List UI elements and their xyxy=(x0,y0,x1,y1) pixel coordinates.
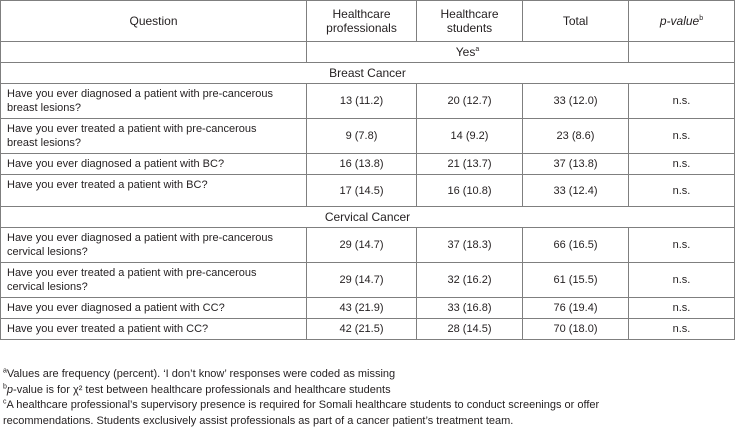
question-cell: Have you ever treated a patient with pre-cancerous breast lesions? xyxy=(1,119,307,154)
students-cell: 33 (16.8) xyxy=(417,298,523,319)
pvalue-cell: n.s. xyxy=(629,84,735,119)
students-cell: 14 (9.2) xyxy=(417,119,523,154)
footnote-a: $^a$Values are frequency (percent). ‘I don’t know’ responses were coded as missing xyxy=(3,367,396,380)
total-cell: 23 (8.6) xyxy=(523,119,629,154)
table-row xyxy=(1,319,735,340)
footnote-c-continued: recommendations. Students exclusively assist professionals as part of a cancer patient’s treatment team. xyxy=(3,414,514,427)
table-row xyxy=(1,298,735,319)
section-header-row xyxy=(1,207,735,228)
header-students: Healthcare students xyxy=(417,1,523,42)
professionals-cell: 16 (13.8) xyxy=(307,154,417,175)
professionals-cell: 43 (21.9) xyxy=(307,298,417,319)
pvalue-cell: n.s. xyxy=(629,119,735,154)
table-row xyxy=(1,119,735,154)
total-cell: 61 (15.5) xyxy=(523,263,629,298)
pvalue-cell: n.s. xyxy=(629,263,735,298)
pvalue-cell: n.s. xyxy=(629,228,735,263)
total-cell: 33 (12.0) xyxy=(523,84,629,119)
professionals-cell: 9 (7.8) xyxy=(307,119,417,154)
students-cell: 16 (10.8) xyxy=(417,175,523,207)
professionals-cell: 17 (14.5) xyxy=(307,175,417,207)
pvalue-cell: n.s. xyxy=(629,154,735,175)
header-row xyxy=(1,1,735,42)
table-row xyxy=(1,228,735,263)
professionals-cell: 42 (21.5) xyxy=(307,319,417,340)
question-cell: Have you ever diagnosed a patient with pre-cancerous cervical lesions? xyxy=(1,228,307,263)
total-cell: 66 (16.5) xyxy=(523,228,629,263)
table-row xyxy=(1,263,735,298)
table-row xyxy=(1,84,735,119)
footnote-c: $^c$A healthcare professional’s supervisory presence is required for Somali healthcare students to conduct screenings or offer xyxy=(3,398,600,411)
question-cell: Have you ever treated a patient with pre-cancerous cervical lesions? xyxy=(1,263,307,298)
subheader-yes: Yes$^a$ xyxy=(307,42,629,63)
section-title: Breast Cancer xyxy=(1,63,735,84)
footnote-b: $^b$p-value is for χ² test between healthcare professionals and healthcare students xyxy=(3,382,391,396)
question-cell: Have you ever diagnosed a patient with BC? xyxy=(1,154,307,175)
total-cell: 76 (19.4) xyxy=(523,298,629,319)
table-footnotes xyxy=(3,367,733,429)
students-cell: 21 (13.7) xyxy=(417,154,523,175)
professionals-cell: 29 (14.7) xyxy=(307,228,417,263)
header-professionals: Healthcare professionals xyxy=(307,1,417,42)
question-cell: Have you ever diagnosed a patient with pre-cancerous breast lesions? xyxy=(1,84,307,119)
header-total: Total xyxy=(523,1,629,42)
students-cell: 20 (12.7) xyxy=(417,84,523,119)
students-cell: 28 (14.5) xyxy=(417,319,523,340)
section-title: Cervical Cancer xyxy=(1,207,735,228)
total-cell: 33 (12.4) xyxy=(523,175,629,207)
question-cell: Have you ever treated a patient with BC? xyxy=(1,175,307,207)
professionals-cell: 13 (11.2) xyxy=(307,84,417,119)
subheader-row xyxy=(1,42,735,63)
total-cell: 37 (13.8) xyxy=(523,154,629,175)
header-question: Question xyxy=(1,1,307,42)
students-cell: 37 (18.3) xyxy=(417,228,523,263)
table-row xyxy=(1,154,735,175)
question-cell: Have you ever treated a patient with CC? xyxy=(1,319,307,340)
pvalue-cell: n.s. xyxy=(629,175,735,207)
pvalue-cell: n.s. xyxy=(629,319,735,340)
professionals-cell: 29 (14.7) xyxy=(307,263,417,298)
question-cell: Have you ever diagnosed a patient with CC? xyxy=(1,298,307,319)
students-cell: 32 (16.2) xyxy=(417,263,523,298)
section-header-row xyxy=(1,63,735,84)
pvalue-cell: n.s. xyxy=(629,298,735,319)
total-cell: 70 (18.0) xyxy=(523,319,629,340)
header-pvalue: p-value$^b$ xyxy=(629,1,735,42)
table-row xyxy=(1,175,735,207)
